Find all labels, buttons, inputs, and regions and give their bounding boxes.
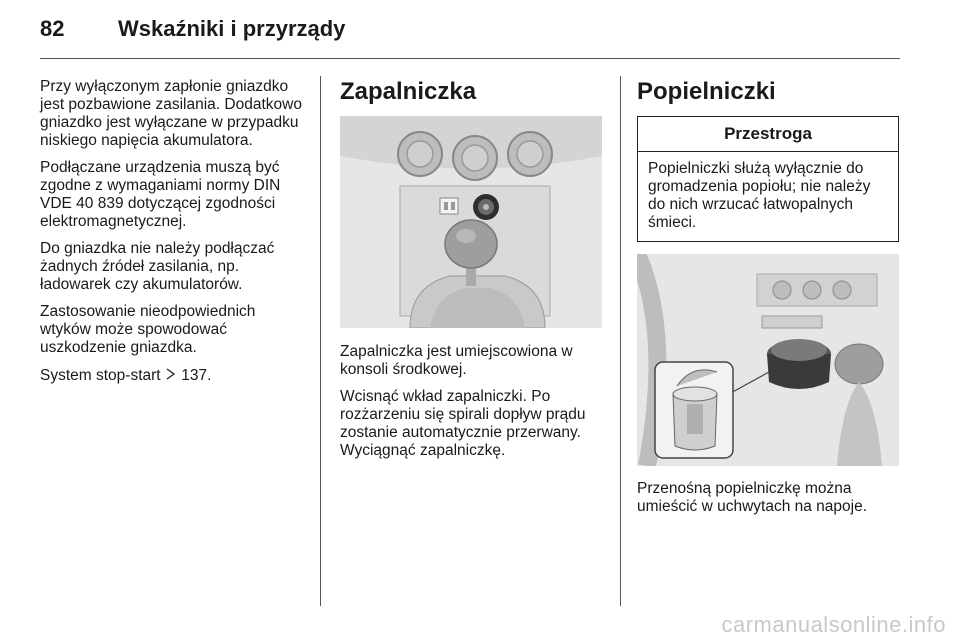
- cross-reference[interactable]: [40, 366, 305, 385]
- watermark: carmanualsonline.info: [721, 612, 946, 637]
- column-socket-notes: [40, 78, 305, 394]
- header-divider: [40, 58, 900, 59]
- paragraph: Do gniazdka nie należy podłączać żadnych źródeł zasilania, np. ładowarek czy akumulatorów.: [40, 240, 275, 293]
- column-divider: [620, 76, 621, 606]
- page-number: 82: [40, 16, 65, 41]
- column-divider: [320, 76, 321, 606]
- ashtray-illustration: [637, 254, 899, 466]
- cross-reference-text: System stop-start: [40, 367, 161, 384]
- section-title-ashtrays: Popielniczki: [637, 78, 776, 105]
- paragraph: Przenośną popielniczkę można umieścić w uchwytach na napoje.: [637, 480, 868, 515]
- arrow-ref-icon: [165, 366, 177, 384]
- paragraph: Zastosowanie nieodpowiednich wtyków może spowodować uszkodzenie gniazdka.: [40, 303, 256, 356]
- caution-box: [637, 116, 899, 242]
- paragraph: Zapalniczka jest umiejscowiona w konsoli środkowej.: [340, 343, 573, 378]
- column-ashtrays: [637, 78, 902, 525]
- paragraph: Podłączane urządzenia muszą być zgodne z wymaganiami normy DIN VDE 40 839 dotyczącej zgodności elektromagnetycznej.: [40, 159, 281, 230]
- page-header: [40, 14, 900, 54]
- cross-reference-page: 137.: [181, 367, 212, 384]
- section-title-lighter: Zapalniczka: [340, 78, 477, 105]
- caution-text: Popielniczki służą wyłącznie do gromadzenia popiołu; nie należy do nich wrzucać łatwopalnych śmieci.: [648, 160, 871, 231]
- chapter-title: Wskaźniki i przyrządy: [118, 16, 346, 41]
- caution-title: Przestroga: [638, 117, 898, 152]
- column-cigarette-lighter: [340, 78, 602, 469]
- paragraph: Przy wyłączonym zapłonie gniazdko jest pozbawione zasilania. Dodatkowo gniazdko jest wyłączane w przypadku niskiego napięcia akumulatora.: [40, 78, 302, 149]
- paragraph: Wcisnąć wkład zapalniczki. Po rozżarzeniu się spirali dopływ prądu zostanie automatycznie przerwany. Wyciągnąć zapalniczkę.: [340, 388, 586, 459]
- lighter-illustration: [340, 116, 602, 328]
